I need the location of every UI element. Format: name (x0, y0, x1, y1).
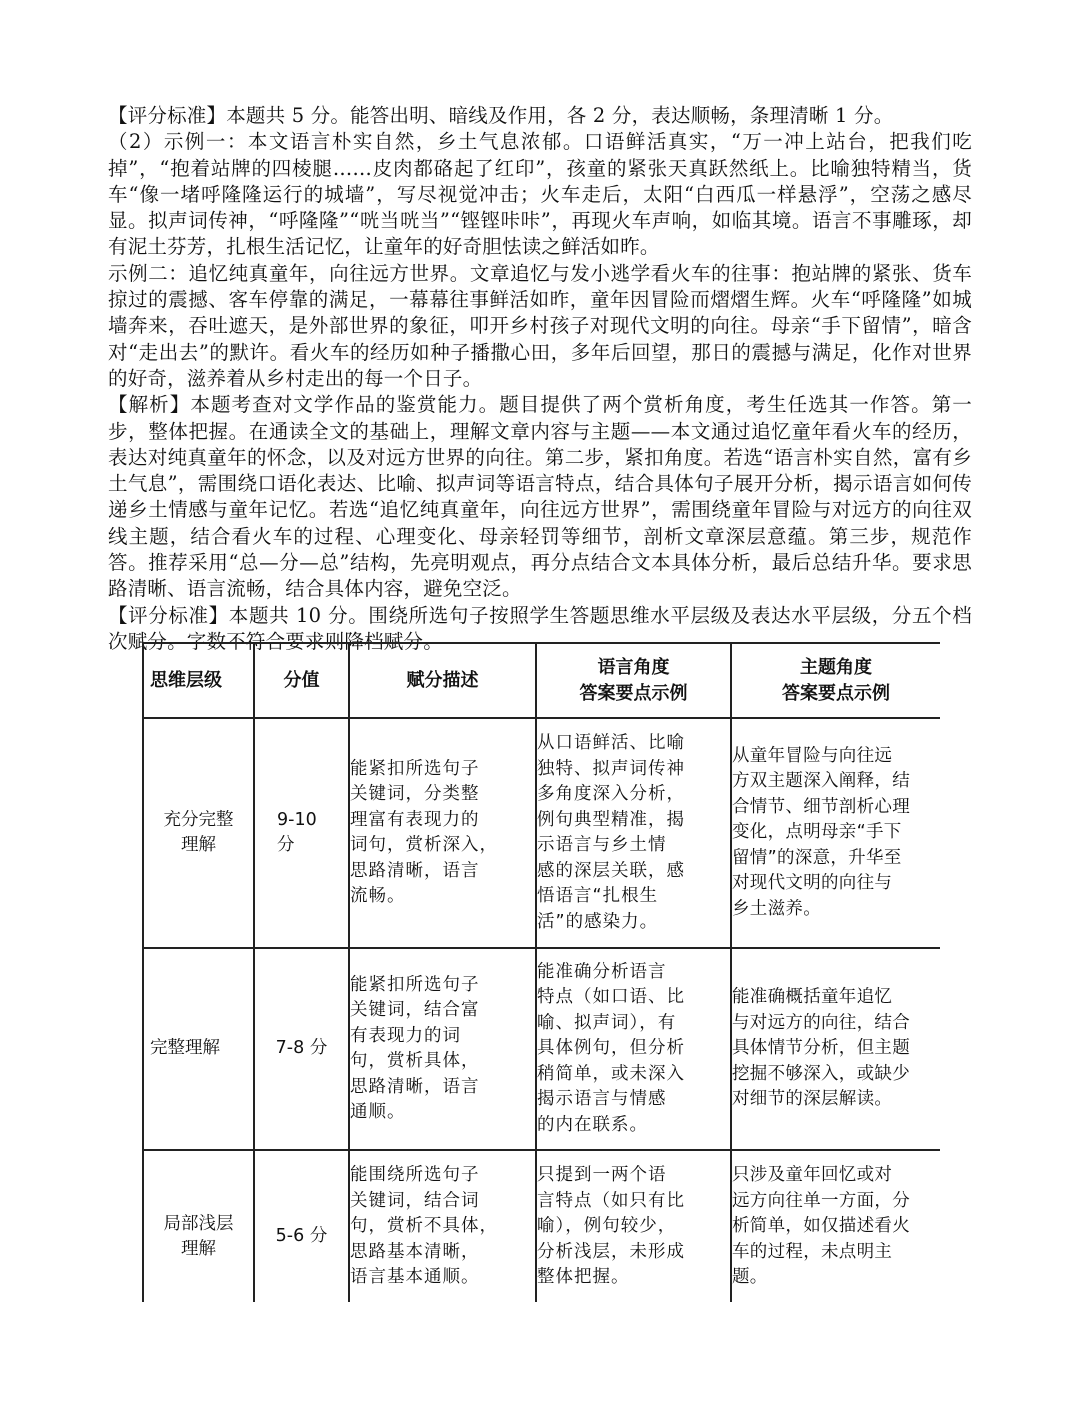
theme-angle-cell: 从童年冒险与向往远 方双主题深入阐释，结 合情节、细节剖析心理 变化，点明母亲“手下 留情”的深意，升华至 对现代文明的向往与 乡土滋养。 (731, 718, 940, 948)
rubric-table-container (142, 642, 940, 1302)
language-angle-cell: 只提到一两个语 言特点（如只有比 喻），例句较少， 分析浅层，未形成 整体把握。 (536, 1150, 731, 1302)
rubric-table (142, 642, 940, 1302)
document-body (108, 103, 972, 655)
description-cell: 能围绕所选句子 关键词，结合词 句，赏析不具体， 思路基本清晰， 语言基本通顺。 (349, 1150, 536, 1302)
level-cell: 完整理解 (143, 948, 254, 1150)
header-score: 分值 (254, 643, 349, 718)
table-row (143, 718, 940, 948)
scoring-standard-q1: 【评分标准】本题共 5 分。能答出明、暗线及作用，各 2 分，表达顺畅，条理清晰 1 分。 (108, 104, 894, 127)
score-cell: 9-10 分 (254, 718, 349, 948)
description-cell: 能紧扣所选句子 关键词，分类整 理富有表现力的 词句，赏析深入， 思路清晰，语言 流畅。 (349, 718, 536, 948)
analysis-paragraph: 【解析】本题考查对文学作品的鉴赏能力。题目提供了两个赏析角度，考生任选其一作答。第一步，整体把握。在通读全文的基础上，理解文章内容与主题——本文通过追忆童年看火车的经历，表达对纯真童年的怀念，以及对远方世界的向往。第二步，紧扣角度。若选“语言朴实自然，富有乡土气息”，需围绕口语化表达、比喻、拟声词等语言特点，结合具体句子展开分析，揭示语言如何传递乡土情感与童年记忆。若选“追忆纯真童年，向往远方世界”，需围绕童年冒险与对远方的向往双线主题，结合看火车的过程、心理变化、母亲轻罚等细节，剖析文章深层意蕴。第三步，规范作答。推荐采用“总—分—总”结构，先亮明观点，再分点结合文本具体分析，最后总结升华。要求思路清晰、语言流畅，结合具体内容，避免空泛。 (108, 393, 972, 601)
scoring-standard-q2: 【评分标准】本题共 10 分。围绕所选句子按照学生答题思维水平层级及表达水平层级，分五个档次赋分。字数不符合要求则降档赋分。 (108, 603, 972, 653)
language-angle-cell: 从口语鲜活、比喻 独特、拟声词传神 多角度深入分析， 例句典型精准，揭 示语言与乡土情 感的深层关联，感 悟语言“扎根生 活”的感染力。 (536, 718, 731, 948)
theme-angle-cell: 能准确概括童年追忆 与对远方的向往，结合 具体情节分析，但主题 挖掘不够深入，或缺少 对细节的深层解读。 (731, 948, 940, 1150)
header-language-angle: 语言角度 答案要点示例 (536, 643, 731, 718)
language-angle-cell: 能准确分析语言 特点（如口语、比 喻、拟声词），有 具体例句，但分析 稍简单，或未深入 揭示语言与情感 的内在联系。 (536, 948, 731, 1150)
table-header-row (143, 643, 940, 718)
header-thinking-level: 思维层级 (143, 643, 254, 718)
example-two-paragraph: 示例二：追忆纯真童年，向往远方世界。文章追忆与发小逃学看火车的往事：抱站牌的紧张、货车掠过的震撼、客车停靠的满足，一幕幕往事鲜活如昨，童年因冒险而熠熠生辉。火车“呼隆隆”如城墙奔来，吞吐遮天，是外部世界的象征，叩开乡村孩子对现代文明的向往。母亲“手下留情”，暗含对“走出去”的默许。看火车的经历如种子播撒心田，多年后回望，那日的震撼与满足，化作对世界的好奇，滋养着从乡村走出的每一个日子。 (108, 261, 972, 390)
example-one-paragraph: （2）示例一：本文语言朴实自然，乡土气息浓郁。口语鲜活真实，“万一冲上站台，把我们吃掉”，“抱着站牌的四棱腿……皮肉都硌起了红印”，孩童的紧张天真跃然纸上。比喻独特精当，货车“像一堵呼隆隆运行的城墙”，写尽视觉冲击；火车走后，太阳“白西瓜一样悬浮”，空荡之感尽显。拟声词传神，“呼隆隆”“咣当咣当”“铿铿咔咔”，再现火车声响，如临其境。语言不事雕琢，却有泥土芬芳，扎根生活记忆，让童年的好奇胆怯读之鲜活如昨。 (108, 130, 972, 259)
theme-angle-cell: 只涉及童年回忆或对 远方向往单一方面，分 析简单，如仅描述看火 车的过程，未点明主 题。 (731, 1150, 940, 1302)
level-cell: 局部浅层 理解 (143, 1150, 254, 1302)
header-score-description: 赋分描述 (349, 643, 536, 718)
table-row (143, 1150, 940, 1302)
header-theme-angle: 主题角度 答案要点示例 (731, 643, 940, 718)
level-cell: 充分完整 理解 (143, 718, 254, 948)
score-cell: 7-8 分 (254, 948, 349, 1150)
description-cell: 能紧扣所选句子 关键词，结合富 有表现力的词 句，赏析具体， 思路清晰，语言 通顺。 (349, 948, 536, 1150)
score-cell: 5-6 分 (254, 1150, 349, 1302)
table-row (143, 948, 940, 1150)
